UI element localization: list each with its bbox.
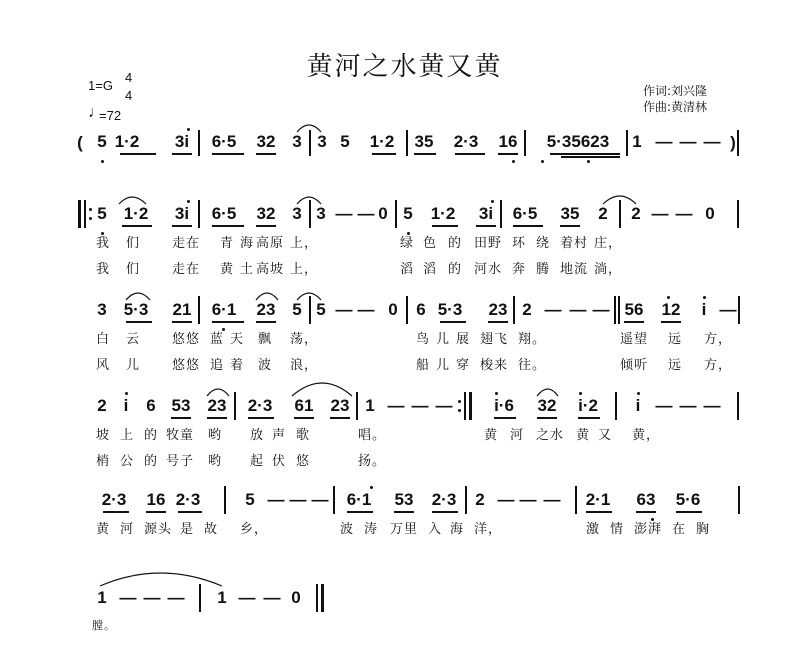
lyric: 涛 (364, 522, 379, 537)
note: 5 (245, 490, 255, 509)
note: 56 (624, 300, 644, 319)
dash: — (435, 396, 453, 415)
dash: — (497, 490, 515, 509)
note: 5 (316, 300, 326, 319)
note: 2 (598, 204, 608, 223)
note: 32 (256, 204, 276, 223)
dash: — (357, 204, 375, 223)
lyric: 乡， (240, 522, 269, 537)
dash: — (675, 204, 693, 223)
lyric: 上， (290, 236, 319, 251)
note: 1·2 (369, 132, 395, 151)
slur (207, 389, 229, 396)
note: 6 (146, 396, 156, 415)
note: 6·5 (211, 132, 237, 151)
lyric: 云 (126, 332, 141, 347)
lyric: 悠悠 (172, 332, 201, 347)
dash: — (569, 300, 587, 319)
tempo-marking: =72 (99, 108, 122, 123)
dash: — (335, 300, 353, 319)
note: 6 (416, 300, 426, 319)
lyric: 膛。 (92, 619, 116, 632)
note: 3i (478, 204, 494, 223)
dash: — (544, 300, 562, 319)
slur (119, 197, 146, 204)
lyric: 波 (258, 358, 273, 373)
tie (297, 293, 321, 300)
lyric: 澎湃 (634, 522, 663, 537)
lyric: 翔。 (518, 332, 547, 347)
lyric: 海 (240, 236, 255, 251)
tie (100, 573, 222, 586)
lyric: 上， (290, 262, 319, 277)
lyric: 故 (204, 522, 219, 537)
lyric: 青 (220, 236, 235, 251)
note: 1·2 (430, 204, 456, 223)
lyric: 奔 (512, 262, 527, 277)
note: 63 (636, 490, 656, 509)
lyric: 走在 (172, 236, 201, 251)
lyric: 浪， (290, 358, 319, 373)
lyric: 波 (340, 522, 355, 537)
lyric: 扬。 (358, 454, 387, 469)
dash: — (651, 204, 669, 223)
note: 3 (316, 204, 326, 223)
note: 5·6 (675, 490, 701, 509)
lyric: 河 (120, 522, 135, 537)
note: 2·3 (453, 132, 479, 151)
song-title: 黄河之水黄又黄 (306, 52, 503, 82)
note: 3i (174, 204, 190, 223)
lyric: 入 (428, 522, 443, 537)
lyric: 色 (423, 236, 438, 251)
dash: — (267, 490, 285, 509)
dash: — (592, 300, 610, 319)
lyric: 飘 (258, 332, 273, 347)
rest: 0 (378, 204, 388, 223)
lyricist-credit: 作词:刘兴隆 (643, 84, 708, 98)
tie (603, 196, 636, 204)
time-signature-top: 4 (125, 70, 133, 85)
note: i·2 (578, 396, 598, 415)
lyric: 源头 (144, 522, 173, 537)
note: 21 (172, 300, 192, 319)
lyric: 儿 (436, 358, 451, 373)
note: 5 (97, 204, 107, 223)
paren-close: ) (730, 133, 736, 152)
dash: — (143, 588, 161, 607)
note: 2 (97, 396, 107, 415)
lyric: 着 (230, 358, 245, 373)
lyric: 洋， (474, 522, 503, 537)
lyric: 号子 (166, 454, 195, 469)
lyric: 我 (96, 262, 111, 277)
time-signature-bottom: 4 (125, 88, 133, 103)
note: 32 (256, 132, 276, 151)
note: 6·5 (211, 204, 237, 223)
lyric: 天 (230, 332, 245, 347)
lyric: 绕 (536, 236, 551, 251)
note: 2·1 (585, 490, 611, 509)
note: 5 (97, 132, 107, 151)
lyric: 黄 (576, 428, 591, 443)
note: 23 (488, 300, 508, 319)
lyric: 滔 (423, 262, 438, 277)
dash: — (387, 396, 405, 415)
lyric: 追 (210, 358, 225, 373)
note: 23 (207, 396, 227, 415)
lyric: 坡 (96, 428, 111, 443)
lyric: 黄， (632, 428, 661, 443)
lyric: 上 (120, 428, 135, 443)
lyric: 伏 (272, 454, 287, 469)
lyric: 儿 (126, 358, 141, 373)
lyric: 梭来 (480, 358, 509, 373)
lyric: 高坡 (256, 262, 285, 277)
note: 6·1 (211, 300, 237, 319)
note: 61 (294, 396, 314, 415)
lyric: 远 (668, 332, 683, 347)
note: 23 (330, 396, 350, 415)
lyric: 风 (96, 358, 111, 373)
dash: — (411, 396, 429, 415)
lyric: 鸟 (416, 332, 431, 347)
note: 23 (256, 300, 276, 319)
lyric: 走在 (172, 262, 201, 277)
note: 1 (365, 396, 375, 415)
dash: — (311, 490, 329, 509)
lyric: 白 (96, 332, 111, 347)
note: 35 (414, 132, 434, 151)
dash: — (519, 490, 537, 509)
lyric: 遥望 (620, 332, 649, 347)
note: 3i (174, 132, 190, 151)
lyric: 远 (668, 358, 683, 373)
lyric: 倾听 (620, 358, 649, 373)
dash: — (357, 300, 375, 319)
lyric: 的 (144, 454, 159, 469)
lyric: 往。 (518, 358, 547, 373)
lyric: 万里 (390, 522, 419, 537)
lyric: 歌 (296, 428, 311, 443)
lyric: 海 (450, 522, 465, 537)
quarter-note-icon: ♩ (88, 104, 104, 121)
lyric: 船 (416, 358, 431, 373)
lyric: 哟 (208, 428, 223, 443)
lyric: 展 (456, 332, 471, 347)
note: 2 (522, 300, 532, 319)
note: 2·3 (247, 396, 273, 415)
note: 2·3 (101, 490, 127, 509)
tie (297, 197, 321, 204)
note: 3 (292, 132, 302, 151)
lyric: 之水 (536, 428, 565, 443)
lyric: 放 (250, 428, 265, 443)
lyric: 情 (610, 522, 625, 537)
note: 2 (631, 204, 641, 223)
composer-credit: 作曲:黄清林 (643, 100, 708, 114)
lyric: 蓝 (210, 332, 225, 347)
dash: — (289, 490, 307, 509)
lyric: 方， (704, 358, 733, 373)
note: i (701, 300, 707, 319)
slur (126, 293, 150, 300)
note: 16 (498, 132, 518, 151)
lyric: 梢 (96, 454, 111, 469)
note: 1·2 (114, 132, 140, 151)
note: 3 (97, 300, 107, 319)
note: 32 (537, 396, 557, 415)
lyric: 在 (672, 522, 687, 537)
slur (256, 293, 278, 300)
lyric: 悠悠 (172, 358, 201, 373)
lyric: 哟 (208, 454, 223, 469)
dash: — (679, 396, 697, 415)
lyric: 公 (120, 454, 135, 469)
lyric: 滔 (400, 262, 415, 277)
rest: 0 (388, 300, 398, 319)
lyric: 们 (126, 262, 141, 277)
note: 5 (403, 204, 413, 223)
lyric: 荡， (290, 332, 319, 347)
dash: — (119, 588, 137, 607)
slur (292, 383, 352, 396)
note: 12 (661, 300, 681, 319)
dash: — (167, 588, 185, 607)
note: 5·35623 (546, 132, 610, 151)
lyric: 庄， (594, 236, 623, 251)
slur (537, 389, 558, 396)
note: 53 (171, 396, 191, 415)
lyric: 又 (598, 428, 613, 443)
rest: 0 (291, 588, 301, 607)
note: 3 (317, 132, 327, 151)
note: 2 (475, 490, 485, 509)
lyric: 我 (96, 236, 111, 251)
lyric: 腾 (536, 262, 551, 277)
dash: — (679, 132, 697, 151)
note: i (123, 396, 129, 415)
lyric: 起 (250, 454, 265, 469)
lyric: 的 (448, 236, 463, 251)
lyric: 淌， (594, 262, 623, 277)
lyric: 方， (704, 332, 733, 347)
lyric: 声 (272, 428, 287, 443)
lyric: 绿 (400, 236, 415, 251)
lyric: 的 (144, 428, 159, 443)
lyric: 黄 (484, 428, 499, 443)
key-signature: 1=G (88, 78, 113, 93)
note: 5·3 (123, 300, 149, 319)
dash: — (263, 588, 281, 607)
note: 16 (146, 490, 166, 509)
note: 6·5 (512, 204, 538, 223)
lyric: 唱。 (358, 428, 387, 443)
note: 5 (292, 300, 302, 319)
lyric: 地流 (560, 262, 589, 277)
dash: — (655, 132, 673, 151)
note: 5 (340, 132, 350, 151)
lyric: 河水 (474, 262, 503, 277)
dash: — (543, 490, 561, 509)
dash: — (703, 396, 721, 415)
lyric: 环 (512, 236, 527, 251)
note: 5·3 (437, 300, 463, 319)
note: 1 (632, 132, 642, 151)
note: 2·3 (175, 490, 201, 509)
lyric: 河 (510, 428, 525, 443)
note: 2·3 (431, 490, 457, 509)
lyric: 儿 (436, 332, 451, 347)
lyric: 牧童 (166, 428, 195, 443)
note: 1 (217, 588, 227, 607)
note: 35 (560, 204, 580, 223)
lyric: 着村 (560, 236, 589, 251)
dash: — (238, 588, 256, 607)
lyric: 田野 (474, 236, 503, 251)
lyric: 穿 (456, 358, 471, 373)
note: 6·1 (346, 490, 372, 509)
lyric: 土 (240, 262, 255, 277)
lyric: 翅飞 (480, 332, 509, 347)
note: 53 (394, 490, 414, 509)
lyric: 的 (448, 262, 463, 277)
lyric: 们 (126, 236, 141, 251)
rest: 0 (705, 204, 715, 223)
dash: — (719, 300, 737, 319)
lyric: 黄 (96, 522, 111, 537)
dash: — (335, 204, 353, 223)
note: i·6 (494, 396, 514, 415)
tie (297, 125, 321, 132)
paren-open: ( (77, 133, 83, 152)
dash: — (703, 132, 721, 151)
dash: — (655, 396, 673, 415)
note: i (635, 396, 641, 415)
note: 1·2 (123, 204, 149, 223)
lyric: 黄 (220, 262, 235, 277)
note: 1 (97, 588, 107, 607)
lyric: 高原 (256, 236, 285, 251)
lyric: 悠 (296, 454, 311, 469)
note: 3 (292, 204, 302, 223)
lyric: 是 (180, 522, 195, 537)
lyric: 激 (586, 522, 601, 537)
lyric: 胸 (696, 522, 711, 537)
